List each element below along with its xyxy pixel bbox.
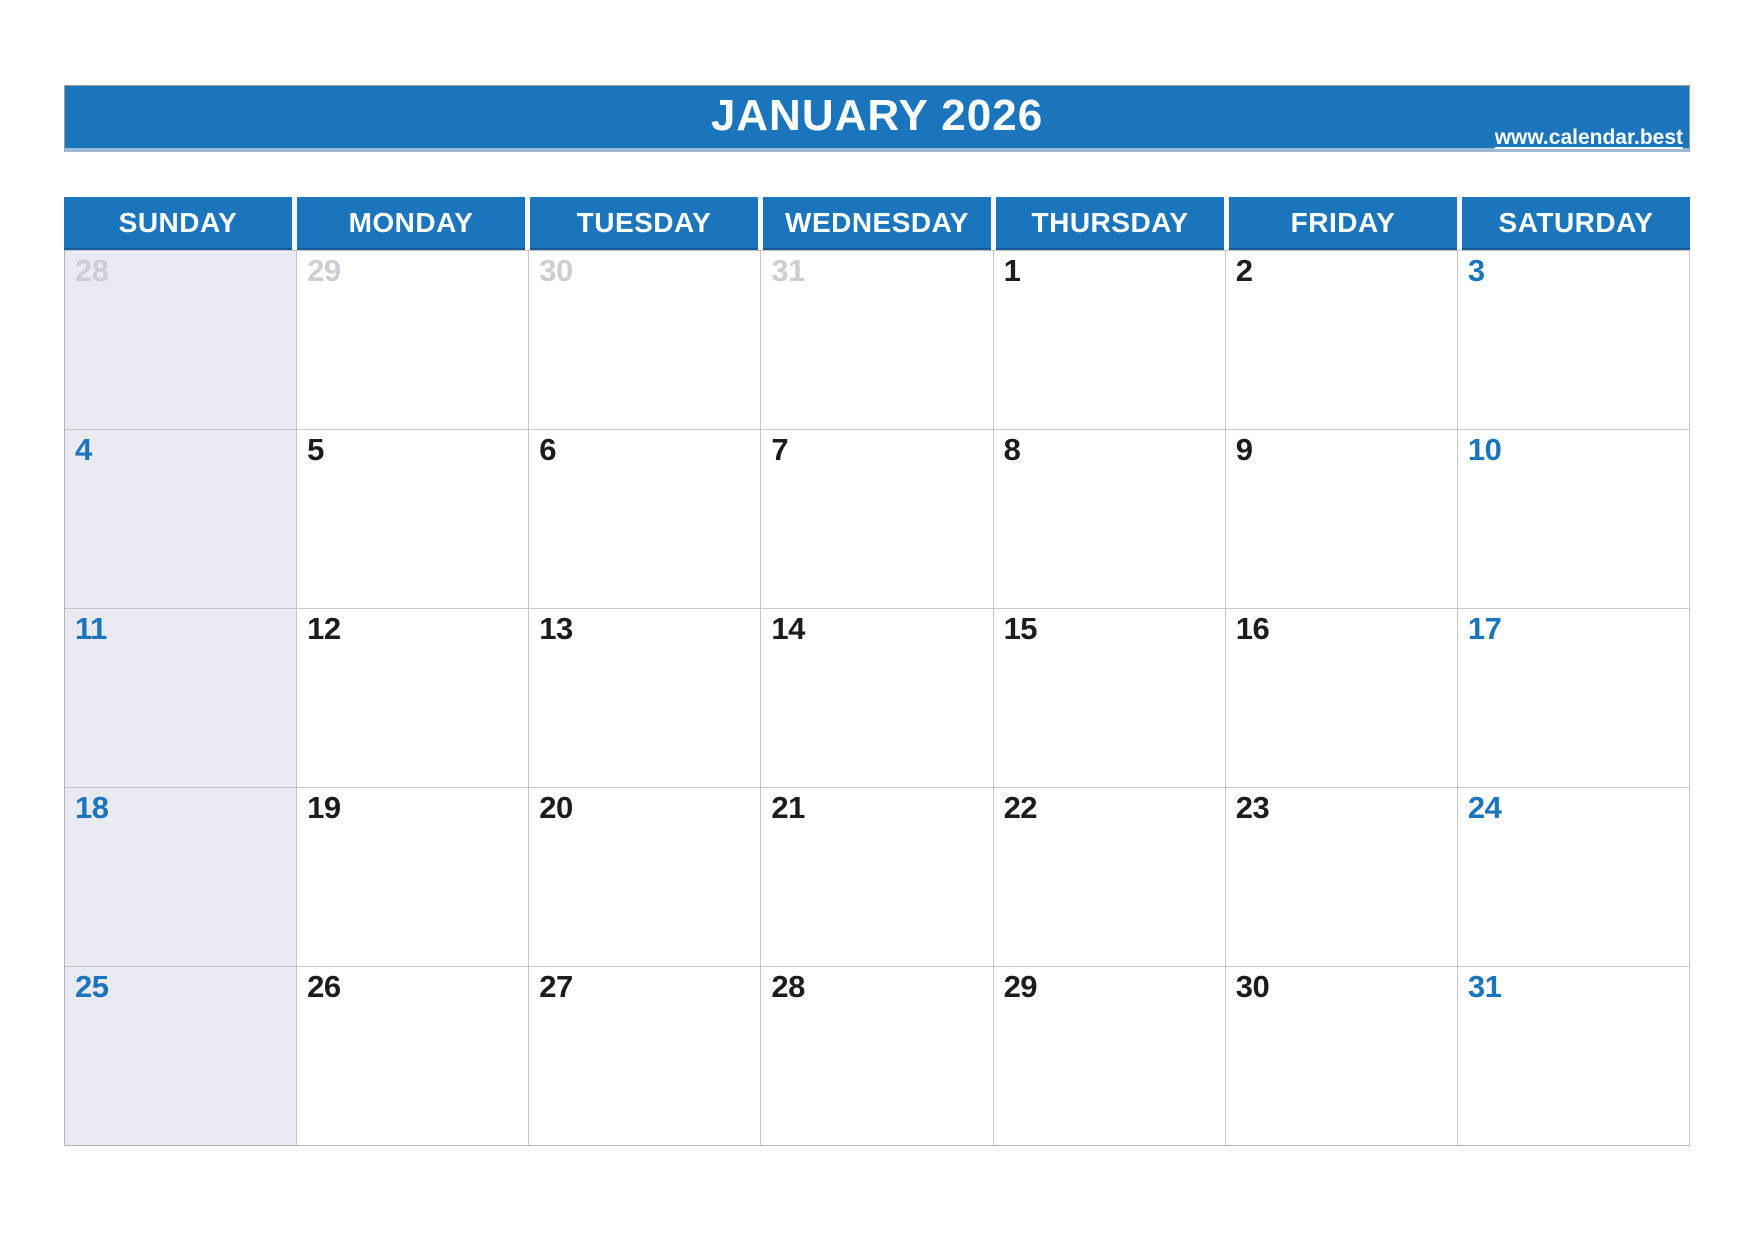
date-cell (297, 429, 529, 608)
weekday-header-friday: FRIDAY (1229, 197, 1457, 250)
date-number: 16 (1235, 611, 1270, 646)
date-cell (1226, 966, 1458, 1145)
date-number: 31 (1467, 969, 1502, 1004)
date-number: 13 (539, 611, 573, 646)
date-number: 28 (75, 253, 109, 288)
weekday-header-wednesday: WEDNESDAY (763, 197, 991, 250)
date-cell (1458, 250, 1690, 429)
date-number: 30 (539, 253, 573, 288)
date-number: 30 (1235, 969, 1270, 1004)
date-cell (1226, 787, 1458, 966)
weekday-header-row (64, 197, 1690, 250)
calendar-sheet (64, 85, 1690, 1146)
date-number: 29 (307, 253, 341, 288)
date-number: 1 (1003, 253, 1021, 288)
date-number: 31 (771, 253, 805, 288)
date-cell (1458, 608, 1690, 787)
date-cell (529, 787, 761, 966)
date-number: 15 (1003, 611, 1038, 646)
date-cell (761, 429, 993, 608)
date-cell (1458, 429, 1690, 608)
weekday-header-monday: MONDAY (297, 197, 525, 250)
date-cell (761, 966, 993, 1145)
date-number: 25 (75, 969, 109, 1004)
date-cell (297, 608, 529, 787)
date-cell (529, 966, 761, 1145)
date-number: 24 (1467, 790, 1502, 825)
date-number: 17 (1467, 611, 1502, 646)
date-cell (761, 250, 993, 429)
date-cell (994, 608, 1226, 787)
weekday-header-tuesday: TUESDAY (530, 197, 758, 250)
date-number: 27 (539, 969, 573, 1004)
date-number: 6 (539, 432, 557, 467)
date-cell (65, 966, 297, 1145)
date-number: 5 (307, 432, 324, 467)
date-number: 14 (771, 611, 805, 646)
website-link[interactable]: www.calendar.best (1494, 126, 1683, 149)
date-cell (1226, 250, 1458, 429)
date-number: 18 (75, 790, 109, 825)
date-cell (994, 429, 1226, 608)
date-number: 12 (307, 611, 341, 646)
date-number: 22 (1003, 790, 1038, 825)
date-cell (65, 250, 297, 429)
date-number: 7 (771, 432, 789, 467)
date-cell (994, 787, 1226, 966)
date-cell (761, 608, 993, 787)
date-cell (761, 787, 993, 966)
date-cell (1458, 966, 1690, 1145)
calendar-grid (64, 250, 1690, 1146)
weekday-header-saturday: SATURDAY (1462, 197, 1690, 250)
date-number: 29 (1003, 969, 1038, 1004)
weekday-header-thursday: THURSDAY (996, 197, 1224, 250)
date-number: 10 (1467, 432, 1502, 467)
date-cell (297, 250, 529, 429)
date-number: 9 (1235, 432, 1253, 467)
date-number: 4 (75, 432, 92, 467)
date-cell (529, 429, 761, 608)
date-number: 19 (307, 790, 341, 825)
date-cell (1226, 608, 1458, 787)
date-cell (1226, 429, 1458, 608)
date-cell (65, 787, 297, 966)
date-cell (65, 608, 297, 787)
page-title: JANUARY 2026 (710, 91, 1044, 140)
date-cell (529, 250, 761, 429)
date-number: 21 (771, 790, 805, 825)
date-cell (994, 250, 1226, 429)
date-number: 20 (539, 790, 573, 825)
date-number: 28 (771, 969, 805, 1004)
date-number: 3 (1467, 253, 1485, 288)
weekday-header-sunday: SUNDAY (64, 197, 292, 250)
date-cell (529, 608, 761, 787)
date-cell (994, 966, 1226, 1145)
calendar-title-bar (64, 85, 1690, 152)
date-cell (297, 787, 529, 966)
date-number: 2 (1235, 253, 1253, 288)
date-number: 23 (1235, 790, 1270, 825)
date-number: 11 (75, 611, 107, 646)
date-cell (1458, 787, 1690, 966)
date-cell (65, 429, 297, 608)
date-number: 26 (307, 969, 341, 1004)
date-cell (297, 966, 529, 1145)
date-number: 8 (1003, 432, 1021, 467)
